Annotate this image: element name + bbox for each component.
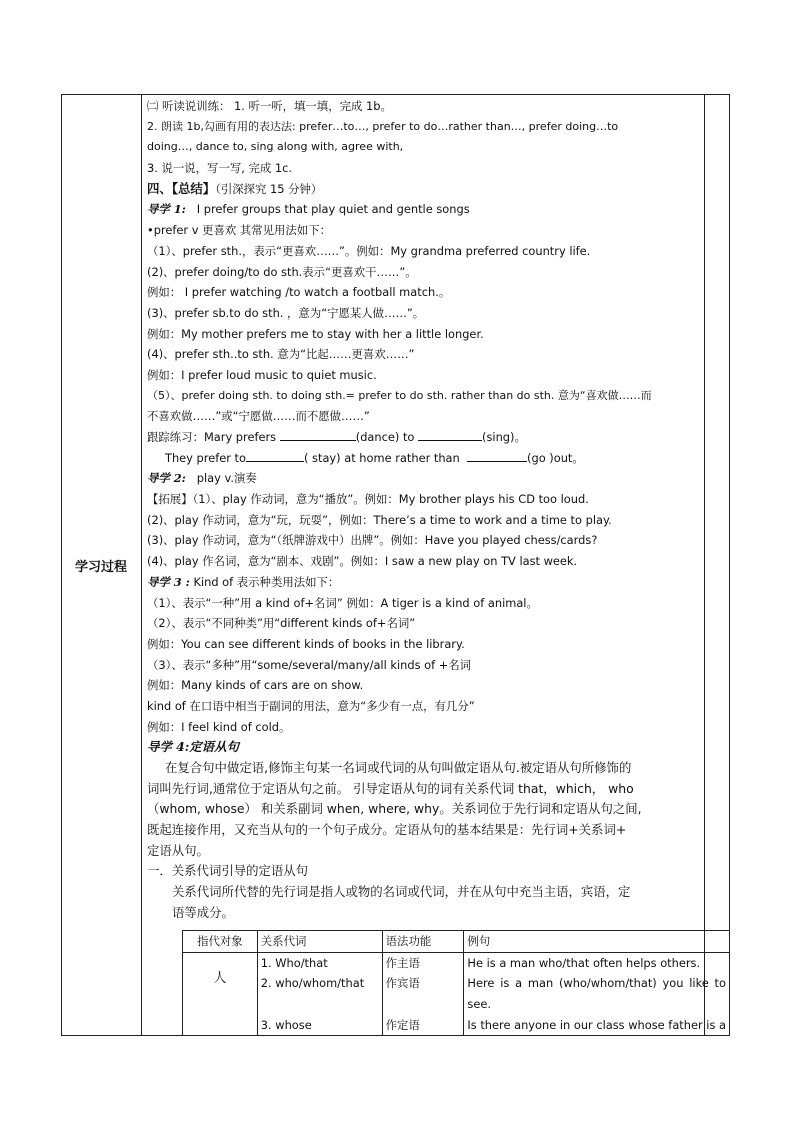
text-line: （2）、表示“不同种类”用“different kinds of+名词”	[147, 616, 416, 631]
text-line: 【拓展】（1）、play 作动词，意为“播放”。例如：My brother plays his CD too loud.	[147, 492, 589, 507]
text-line: 例如：I prefer loud music to quiet music.	[147, 367, 377, 382]
table-cell: He is a man who/that often helps others.	[464, 952, 730, 973]
guide-3-label: 导学 3 :	[147, 574, 190, 589]
table-header-row	[183, 931, 730, 953]
text-line: (4)、prefer sth..to sth. 意为“比起……更喜欢……”	[147, 347, 415, 362]
text-line: （1）、prefer sth.，表示“更喜欢……”。例如：My grandma preferred country life.	[147, 243, 591, 258]
answer-blank[interactable]	[280, 427, 356, 441]
text-line: 2. 朗读 1b,勾画有用的表达法: prefer…to…, prefer to do…rather than…, prefer doing…to	[147, 119, 619, 133]
exercise-text: They prefer to	[165, 450, 246, 465]
exercise-text: (dance) to	[355, 430, 415, 444]
text-line: 不喜欢做……”或“宁愿做……而不愿做……”	[147, 409, 370, 424]
text-line: （5）、prefer doing sth. to doing sth.= prefer to do sth. rather than do sth. 意为“喜欢做……而	[147, 388, 652, 402]
table-cell: 1. Who/that	[257, 952, 382, 973]
guide-2-line	[147, 468, 705, 489]
section-label-cell	[61, 94, 141, 1036]
table-cell: 作宾语	[382, 973, 464, 1014]
guide-1-label: 导学 1:	[147, 202, 186, 217]
answer-blank[interactable]	[246, 448, 304, 462]
table-cell: 3. whose	[257, 1015, 382, 1036]
paragraph-line: 定语从句。	[147, 842, 209, 858]
paragraph-line: 词叫先行词,通常位于定语从句之前。 引导定语从句的词有关系代词 that，which， who	[147, 780, 634, 796]
text-line: (4)、play 作名词，意为“剧本、戏剧”。例如：I saw a new play on TV last week.	[147, 554, 578, 569]
table-cell: 作主语	[382, 952, 464, 973]
paragraph-line: 在复合句中做定语,修饰主句某一名词或代词的从句叫做定语从句.被定语从句所修饰的	[165, 760, 632, 775]
exercise-line-2	[147, 448, 705, 469]
text-line: (2)、play 作动词，意为“玩，玩耍”，例如：There’s a time to work and a time to play.	[147, 512, 612, 527]
answer-blank[interactable]	[418, 427, 482, 441]
text-line: 3. 说一说，写一写, 完成 1c.	[147, 161, 292, 176]
text-line: （1）、表示“一种”用 a kind of+名词” 例如：A tiger is a kind of animal。	[147, 595, 538, 610]
text-line: 例如：You can see different kinds of books in the library.	[147, 636, 465, 651]
subsection-heading: 一．关系代词引导的定语从句	[147, 863, 309, 879]
paragraph-line: 既起连接作用，又充当从句的一个句子成分。定语从句的基本结果是：先行词+关系词+	[147, 822, 627, 838]
exercise-text: (go )out。	[527, 450, 584, 465]
paragraph-line: （whom, whose） 和关系副词 when, where, why。关系词位于先行词和定语从句之间,	[147, 801, 642, 817]
text-line: （3）、表示“多种”用“some/several/many/all kinds of +名词	[147, 657, 472, 672]
summary-heading: 四、【总结】	[147, 180, 216, 196]
text-line: 例如：Many kinds of cars are on show.	[147, 678, 364, 693]
text-line: •prefer v 更喜欢 其常见用法如下：	[147, 223, 331, 238]
answer-blank[interactable]	[467, 448, 527, 462]
table-row	[183, 952, 730, 973]
paragraph-line: 语等成分。	[172, 904, 234, 920]
table-cell: 作定语	[382, 1015, 464, 1036]
guide-2-text: play v.演奏	[196, 471, 257, 486]
text-line: 例如： I prefer watching /to watch a football match.。	[147, 285, 451, 300]
exercise-text: 跟踪练习：Mary prefers	[147, 430, 277, 444]
table-row	[183, 973, 730, 1014]
guide-2-label: 导学 2:	[147, 471, 186, 486]
table-header-cell: 语法功能	[382, 931, 464, 953]
exercise-text: (sing)。	[482, 430, 526, 444]
text-line: (3)、play 作动词，意为“（纸牌游戏中）出牌”。例如：Have you played chess/cards?	[147, 533, 598, 548]
table-header-cell: 例句	[464, 931, 730, 953]
text-line: ㈡ 听读说训练： 1. 听一听，填一填，完成 1b。	[147, 99, 392, 113]
table-cell: 2. who/whom/that	[257, 973, 382, 1014]
column-divider-left	[141, 94, 142, 1036]
text-line: (2)、prefer doing/to do sth.表示“更喜欢干……”。	[147, 264, 417, 279]
table-header-cell: 指代对象	[183, 931, 258, 953]
table-header-cell: 关系代词	[257, 931, 382, 953]
table-cell: Is there anyone in our class whose father is a	[464, 1015, 730, 1036]
guide-3-text: Kind of 表示种类用法如下：	[193, 574, 340, 589]
guide-1-line	[147, 199, 705, 220]
table-cell: Here is a man (who/whom/that) you like to see.	[464, 973, 730, 1014]
section-label: 学习过程	[74, 559, 127, 575]
text-line: kind of 在口语中相当于副词的用法，意为“多少有一点，有几分”	[147, 698, 475, 713]
exercise-text: ( stay) at home rather than	[303, 450, 460, 465]
paragraph-line: 关系代词所代替的先行词是指人或物的名词或代词，并在从句中充当主语，宾语，定	[172, 884, 631, 900]
summary-subheading: （引深探究 15 分钟）	[215, 181, 323, 196]
content-cell	[147, 96, 705, 924]
guide-1-text: I prefer groups that play quiet and gentle songs	[196, 202, 470, 217]
guide-3-line	[147, 572, 705, 593]
text-line: 例如：My mother prefers me to stay with her a little longer.	[147, 326, 484, 341]
table-row	[183, 1015, 730, 1036]
text-line: doing…, dance to, sing along with, agree with,	[147, 140, 404, 154]
text-line: 例如：I feel kind of cold。	[147, 719, 291, 734]
relative-pronoun-table	[182, 930, 730, 1036]
table-group-cell: 人	[183, 952, 258, 1035]
text-line: (3)、prefer sb.to do sth. ，意为“宁愿某人做……”。	[147, 305, 425, 320]
guide-4-heading: 导学 4:定语从句	[147, 739, 239, 755]
summary-heading-line	[147, 179, 705, 200]
exercise-line-1	[147, 427, 705, 448]
